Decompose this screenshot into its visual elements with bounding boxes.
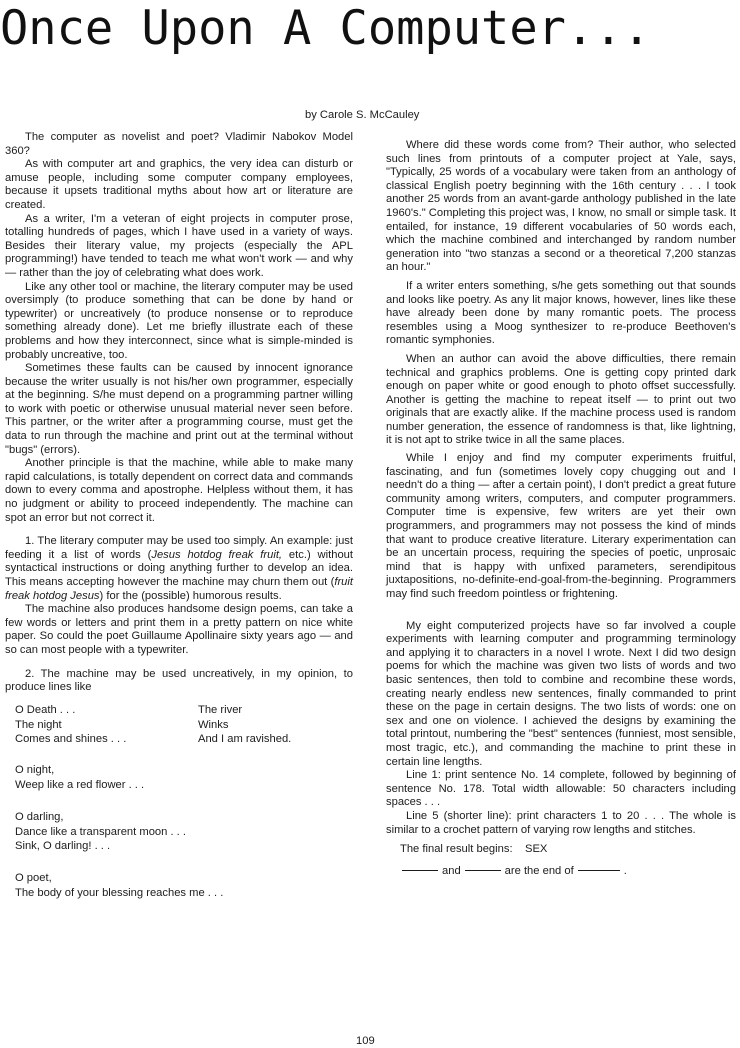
poem-line: Winks [198,718,229,731]
poem-line: O Death . . . [15,703,76,716]
paragraph: Where did these words come from? Their author, who selected such lines from printouts of a computer project at Yale, says, "Typically, 25 words of a vocabulary were taken from an anthology of classical English poetry beginning with the 16th century . . . I took another 25 words from an avant-garde anthology published in the late 1960's." Completing this project was, I know, no small or simple task. It entailed, for instance, 19 different vocabularies of 50 words each, which the machine combined and interchanged by random number generation into "two stanzas a second or a theoretical 7,200 stanzas an hour." [386,139,736,274]
paragraph: When an author can avoid the above difficulties, there remain technical and graphics problems. One is getting copy printed dark enough on paper white or good enough to photo offset successfully. Another is getting the machine to repeat itself — to print out two originals that are exactly alike. If the machine process used is random number generation, the essence of randomness is that, like lightning, it is not apt to strike twice in all the same places. [386,352,736,447]
poem-stanza [15,810,353,854]
blank-line [402,870,438,871]
poem-line: Dance like a transparent moon . . . [15,825,187,838]
poem-line: The night [15,718,62,731]
poem-stanza [15,763,353,793]
paragraph: Another principle is that the machine, while able to make many rapid calculations, is totally dependent on correct data and commands down to every comma and apostrophe. Helpless without them, it has no judgment or ability to proceed independently. The machine can spot an error but not correct it. [5,457,353,524]
blank-line [578,870,620,871]
paragraph: Sometimes these faults can be caused by innocent ignorance because the writer usually is not his/her own programmer, especially at the beginning. S/he must depend on a programming partner willing to work with poetic or otherwise unusual material never seen before. This partner, or the writer after a programming course, must get the data to run through the machine and print out at the terminal without "bugs" (errors). [5,362,353,456]
byline: by Carole S. McCauley [305,109,420,121]
paragraph: Like any other tool or machine, the literary computer may be used oversimply (to produce something that can be done by hand or typewriter) or uncreatively (to produce nonsense or to reproduce something already done). Let me briefly illustrate each of these problems and how they interconnect, since what is simple-minded is probably uncreative, too. [5,280,353,361]
poem-line: Weep like a red flower . . . [15,778,145,791]
paragraph: The machine also produces handsome design poems, can take a few words or letters and print them in a pretty pattern on nice white paper. So could the poet Guillaume Apollinaire sixty years ago — and so can most people with a typewriter. [5,603,353,656]
right-column [386,139,736,878]
poem-line: Comes and shines . . . [15,733,127,746]
paragraph: As a writer, I'm a veteran of eight projects in computer prose, totalling hundreds of pages, which I have used in a variety of ways. Besides their literary value, my projects (especially the APL programming!) have tended to teach me what won't work — and why — rather than the joy of celebrating what does work. [5,212,353,279]
paragraph: If a writer enters something, s/he gets something out that sounds and looks like poetry. As any lit major knows, however, lines like these have already been done by many romantic poets. The process resembles using a Moog synthesizer to re-produce Beethoven's romantic symphonies. [386,279,736,347]
paragraph: While I enjoy and find my computer experiments fruitful, fascinating, and fun (sometimes lovely copy chugging out and I needn't do a thing — after a certain point), I don't predict a great future community among writers, computers, and computer programmers. Computer time is expensive, few writers are yet their own programmers, and programmers may not possess the kind of minds that want to produce creative literature. Literary experimentation can be an uncertain process, requiring the species of poetic, unprosaic mind that is happy with unfixed parameters, serendipitous juxtapositions, no-definite-end-goal-from-the-beginning. Programmers may find such freedom pointless or frightening. [386,452,736,600]
poem-line: O night, [15,764,55,777]
design-poem-line: and are the end of . [386,865,736,879]
poem-pair [15,703,353,747]
page-number: 109 [356,1035,375,1047]
paragraph: Line 1: print sentence No. 14 complete, followed by beginning of sentence No. 178. Total width allowable: 50 characters including spaces . . . [386,769,736,809]
poem-lines-left [15,703,198,747]
poem-line: O darling, [15,810,64,823]
poem-line: The river [198,703,243,716]
poem-lines-right [198,703,358,747]
poem-stanza [15,871,353,901]
paragraph: My eight computerized projects have so far involved a couple experiments with learning computer and programming terminology and applying it to characters in a novel I wrote. Next I did two design poems for which the machine was given two lists of words and two basic sentences, then told to combine and recombine these words, creating nearly endless new sentences, finally commanded to print these on the page in certain designs. The two lists of words: one on sex and one on violence. I achieved the designs by examining the total printout, numbering the "best" sentences (funniest, most sensible, most tragic, etc.), and commanding the machine to print these in certain line lengths. [386,619,736,768]
paragraph: Line 5 (shorter line): print characters 1 to 20 . . . The whole is similar to a crochet pattern of varying row lengths and stitches. [386,809,736,836]
article-title: Once Upon A Computer... [0,1,651,56]
paragraph: As with computer art and graphics, the very idea can disturb or amuse people, including some computer company employees, because it upsets traditional myths about how art or literature are created. [5,158,353,211]
numbered-item-2: 2. The machine may be used uncreatively, in my opinion, to produce lines like [5,667,353,694]
sex-heading: SEX [525,843,548,856]
poem-line: And I am ravished. [198,733,292,746]
final-result-line: The final result begins: SEX [400,843,548,856]
poem-line: O poet, [15,872,52,885]
poem-line: The body of your blessing reaches me . . . [15,886,224,899]
numbered-item-1: 1. The literary computer may be used too simply. An example: just feeding it a list of words (Jesus hotdog freak fruit, etc.) without syntactical instructions or doing anything further to develop an idea. This means accepting however the machine may churn them out (fruit freak hotdog Jesus) for the (possible) humorous results. [5,535,353,602]
paragraph: The computer as novelist and poet? Vladimir Nabokov Model 360? [5,131,353,157]
left-column [5,131,353,901]
blank-line [465,870,501,871]
poem-line: Sink, O darling! . . . [15,840,111,853]
